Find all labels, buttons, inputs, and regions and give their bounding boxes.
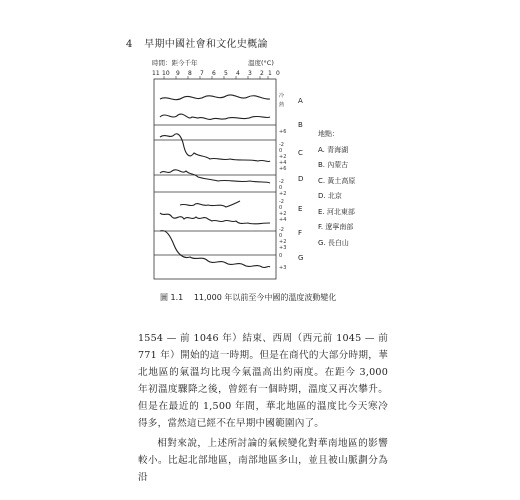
series-a-curve: [160, 95, 270, 100]
series-letter-f: F: [298, 229, 303, 237]
series-letter-d: D: [298, 175, 304, 183]
scale-e-tick: 0: [279, 205, 283, 211]
series-letter-e: E: [298, 205, 303, 213]
time-tick: 4: [236, 70, 240, 77]
temperature-figure: [140, 55, 410, 290]
caption-number: 圖 1.1: [160, 293, 184, 302]
scale-f-tick: -2: [279, 227, 284, 233]
series-letter-a: A: [298, 97, 303, 105]
time-tick: 0: [276, 70, 280, 77]
time-tick: 8: [188, 70, 192, 77]
scale-g-tick: 0: [279, 253, 283, 259]
series-c-curve: [160, 134, 270, 162]
paragraph: 1554 — 前 1046 年）結束、西周（西元前 1045 — 前 771 年）開始的這一時期。但是在商代的大部分時期，華北地區的氣溫均比現今氣溫高出約兩度。在距今 3,000 年初溫度驟降之後，曾經有一個時期，溫度又再次攀升。但是在最近的 1,500 年間，華北地區的溫度比今天寒冷得多，當然這已經不在早期中國範圍內了。: [138, 333, 388, 429]
series-baselines: [154, 125, 276, 255]
temp-axis-label: 溫度(°C): [248, 59, 274, 67]
caption-text: 11,000 年以前至今中國的溫度波動變化: [193, 293, 337, 302]
legend-title: 地點：: [318, 130, 339, 138]
scale-c-tick: 0: [279, 148, 283, 154]
time-tick: 7: [200, 70, 204, 77]
scale-g-tick: +3: [279, 265, 287, 271]
scale-c-tick: +6: [279, 166, 287, 172]
legend-item: F. 遼寧南部: [318, 223, 354, 231]
time-tick: 2: [260, 70, 264, 77]
scale-c-tick: +2: [279, 154, 287, 160]
location-legend: [318, 127, 355, 251]
legend-item: A. 青海湖: [318, 145, 349, 154]
time-tick: 6: [212, 70, 216, 77]
series-letter-b: B: [298, 121, 303, 129]
scale-d-tick: -2: [279, 179, 284, 185]
scale-e-tick: +2: [279, 211, 287, 217]
legend-item: C. 黃土高原: [318, 176, 356, 185]
time-axis-label: 時間：距今千年: [152, 59, 198, 67]
time-tick: 1: [268, 70, 272, 77]
scale-a-hot: 熱: [279, 102, 285, 108]
temperature-chart: [140, 55, 410, 290]
scale-d-tick: +2: [279, 191, 287, 197]
series-g-curve: [160, 231, 270, 268]
figure-caption: [160, 292, 400, 303]
scale-e-tick: +4: [279, 217, 287, 223]
series-b-curve: [160, 114, 270, 119]
legend-item: G. 長白山: [318, 238, 349, 247]
scale-a-cold: 冷: [279, 93, 285, 99]
scale-f-tick: +3: [279, 245, 287, 251]
legend-item: E. 河北東部: [318, 207, 355, 216]
page-header: [126, 35, 268, 50]
paragraph: 相對來說，上述所討論的氣候變化對華南地區的影響較小。比起北部地區，南部地區多山，並且被山脈劃分為沿: [138, 438, 388, 483]
time-tick: 5: [224, 70, 228, 77]
scale-f-tick: 0: [279, 233, 283, 239]
time-tick: 9: [176, 70, 180, 77]
series-e-curve: [180, 201, 240, 207]
scale-c-tick: +4: [279, 160, 287, 166]
scale-b-tick: +6: [279, 129, 287, 135]
time-tick-labels: [152, 70, 280, 77]
legend-item: B. 內蒙古: [318, 161, 349, 169]
book-title: 早期中國社會和文化史概論: [144, 39, 268, 50]
series-letter-c: C: [298, 149, 303, 157]
series-d-curve: [160, 170, 270, 183]
scale-c-tick: -2: [279, 142, 284, 148]
scale-d-tick: 0: [279, 185, 283, 191]
time-tick: 3: [248, 70, 252, 77]
scale-e-tick: -2: [279, 199, 284, 205]
body-text: [138, 330, 388, 486]
scale-f-tick: +2: [279, 239, 287, 245]
page-number: 4: [126, 39, 133, 50]
chart-frame: [154, 79, 276, 279]
series-letter-g: G: [298, 254, 304, 262]
legend-item: D. 北京: [318, 192, 342, 200]
time-tick: 10: [162, 70, 170, 77]
series-f-curve: [160, 213, 270, 224]
time-tick: 11: [152, 70, 160, 77]
